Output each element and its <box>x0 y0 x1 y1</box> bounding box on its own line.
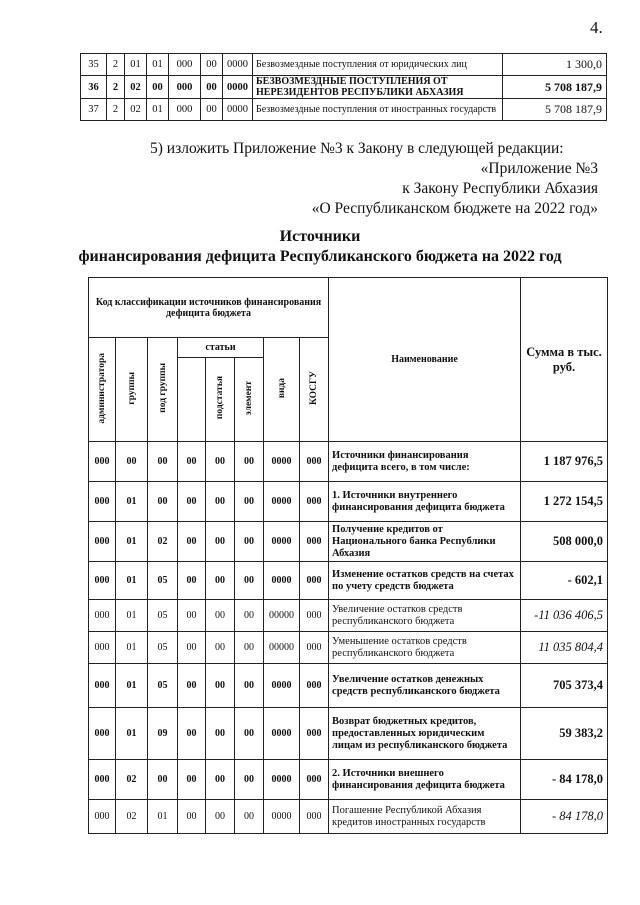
table-row <box>89 664 608 708</box>
code-cell: 0000 <box>264 800 300 834</box>
financing-sources-table <box>88 277 608 834</box>
code-cell: 00 <box>178 664 206 708</box>
code-cell: 00 <box>178 800 206 834</box>
table-row <box>89 562 608 600</box>
code-cell: 02 <box>125 99 147 121</box>
code-cell: 35 <box>81 54 107 76</box>
code-cell: 000 <box>89 562 116 600</box>
code-cell: 000 <box>169 99 201 121</box>
code-cell: 0000 <box>264 522 300 562</box>
code-cell: 00 <box>201 54 223 76</box>
code-cell: 000 <box>89 442 116 482</box>
code-cell: 01 <box>116 600 148 632</box>
table-row <box>89 800 608 834</box>
table-title-line-1: Источники <box>279 228 361 245</box>
item-name-cell: Изменение остатков средств на счетах по учету средств бюджета <box>329 562 521 600</box>
table-row <box>89 708 608 760</box>
code-cell: 000 <box>89 760 116 800</box>
code-cell: 00 <box>206 482 235 522</box>
code-cell: 02 <box>148 522 178 562</box>
table-row <box>89 760 608 800</box>
articles-header: статьи <box>178 338 264 358</box>
code-cell: 01 <box>147 99 169 121</box>
code-cell: 00 <box>148 482 178 522</box>
code-cell: 000 <box>300 522 329 562</box>
item-name-cell: Источники финансирования дефицита всего, в том числе: <box>329 442 521 482</box>
code-cell: 00000 <box>264 632 300 664</box>
item-name-cell: Возврат бюджетных кредитов, предоставленных юридическим лицам из республиканского бюджета <box>329 708 521 760</box>
item-name-cell: Уменьшение остатков средств республиканского бюджета <box>329 632 521 664</box>
item-name-cell: БЕЗВОЗМЕЗДНЫЕ ПОСТУПЛЕНИЯ ОТ НЕРЕЗИДЕНТОВ РЕСПУБЛИКИ АБХАЗИЯ <box>253 76 503 99</box>
code-cell: 05 <box>148 562 178 600</box>
substat-column-header: подстатья <box>215 376 225 420</box>
code-cell: 37 <box>81 99 107 121</box>
code-cell: 000 <box>169 54 201 76</box>
admin-column-header: администратора <box>97 352 107 424</box>
code-cell: 01 <box>116 482 148 522</box>
code-cell: 000 <box>300 800 329 834</box>
code-cell: 000 <box>300 482 329 522</box>
code-cell: 00 <box>116 442 148 482</box>
code-cell: 000 <box>300 562 329 600</box>
code-cell: 00 <box>206 800 235 834</box>
code-cell: 00 <box>148 760 178 800</box>
code-cell: 0000 <box>264 760 300 800</box>
table-row <box>89 482 608 522</box>
code-group-header: Код классификации источников финансирования дефицита бюджета <box>89 278 329 338</box>
code-cell: 00 <box>235 800 264 834</box>
code-cell: 00 <box>235 482 264 522</box>
income-table-fragment <box>80 53 607 121</box>
code-cell: 0000 <box>264 664 300 708</box>
code-cell: 00 <box>147 76 169 99</box>
articles-blank-cell <box>178 358 206 442</box>
code-cell: 0000 <box>223 54 253 76</box>
code-cell: 01 <box>147 54 169 76</box>
code-cell: 00000 <box>264 600 300 632</box>
code-cell: 00 <box>206 442 235 482</box>
amount-cell: - 84 178,0 <box>521 760 608 800</box>
amount-cell: 11 035 804,4 <box>521 632 608 664</box>
code-cell: 00 <box>235 562 264 600</box>
table-title-line-2: финансирования дефицита Республиканского бюджета на 2022 год <box>78 248 562 265</box>
item-name-cell: Получение кредитов от Национального банка Республики Абхазия <box>329 522 521 562</box>
item-name-cell: 2. Источники внешнего финансирования дефицита бюджета <box>329 760 521 800</box>
subgroup-column-header: под группы <box>157 363 168 413</box>
item-name-cell: Безвозмездные поступления от юридических лиц <box>253 54 503 76</box>
code-cell: 00 <box>206 522 235 562</box>
code-cell: 01 <box>116 562 148 600</box>
code-cell: 0000 <box>264 442 300 482</box>
amount-cell: -11 036 406,5 <box>521 600 608 632</box>
code-cell: 000 <box>300 600 329 632</box>
code-cell: 00 <box>178 482 206 522</box>
kind-column-header: вида <box>276 377 287 399</box>
item-name-cell: Увеличение остатков денежных средств республиканского бюджета <box>329 664 521 708</box>
item-name-cell: Увеличение остатков средств республиканского бюджета <box>329 600 521 632</box>
amount-cell: 1 187 976,5 <box>521 442 608 482</box>
code-cell: 00 <box>178 442 206 482</box>
code-cell: 000 <box>89 600 116 632</box>
code-cell: 00 <box>201 76 223 99</box>
code-cell: 05 <box>148 600 178 632</box>
code-cell: 000 <box>89 632 116 664</box>
appendix-header-line-1: «Приложение №3 <box>480 160 598 177</box>
code-cell: 00 <box>206 760 235 800</box>
code-cell: 01 <box>116 522 148 562</box>
code-cell: 0000 <box>264 562 300 600</box>
code-cell: 00 <box>178 760 206 800</box>
income-row <box>81 99 607 121</box>
amount-cell: - 602,1 <box>521 562 608 600</box>
amount-cell: 508 000,0 <box>521 522 608 562</box>
code-cell: 05 <box>148 632 178 664</box>
code-cell: 000 <box>89 800 116 834</box>
amount-cell: - 84 178,0 <box>521 800 608 834</box>
code-cell: 02 <box>125 76 147 99</box>
code-cell: 00 <box>201 99 223 121</box>
element-column-header: элемент <box>244 380 254 416</box>
code-cell: 01 <box>116 664 148 708</box>
amount-cell: 1 272 154,5 <box>521 482 608 522</box>
income-row <box>81 54 607 76</box>
code-cell: 00 <box>206 708 235 760</box>
code-cell: 000 <box>300 760 329 800</box>
item-name-cell: Безвозмездные поступления от иностранных государств <box>253 99 503 121</box>
code-cell: 00 <box>206 632 235 664</box>
code-cell: 02 <box>116 800 148 834</box>
name-column-header: Наименование <box>329 278 521 442</box>
code-cell: 000 <box>89 664 116 708</box>
amount-cell: 5 708 187,9 <box>503 99 607 121</box>
code-cell: 000 <box>300 664 329 708</box>
table-row <box>89 632 608 664</box>
code-cell: 00 <box>235 664 264 708</box>
code-cell: 000 <box>300 442 329 482</box>
code-cell: 00 <box>178 562 206 600</box>
code-cell: 01 <box>125 54 147 76</box>
code-cell: 00 <box>235 708 264 760</box>
amount-cell: 1 300,0 <box>503 54 607 76</box>
code-cell: 01 <box>116 632 148 664</box>
code-cell: 0000 <box>264 708 300 760</box>
code-cell: 000 <box>89 708 116 760</box>
groups-column-header: группы <box>126 371 137 405</box>
code-cell: 000 <box>169 76 201 99</box>
code-cell: 0000 <box>223 76 253 99</box>
code-cell: 00 <box>235 442 264 482</box>
code-cell: 2 <box>107 76 125 99</box>
code-cell: 00 <box>235 522 264 562</box>
code-cell: 00 <box>206 664 235 708</box>
code-cell: 00 <box>178 708 206 760</box>
code-cell: 00 <box>178 632 206 664</box>
code-cell: 36 <box>81 76 107 99</box>
appendix-header-line-2: к Закону Республики Абхазия <box>402 180 598 197</box>
sum-column-header: Сумма в тыс. руб. <box>521 278 608 442</box>
item-name-cell: Погашение Республикой Абхазия кредитов иностранных государств <box>329 800 521 834</box>
instruction-text: 5) изложить Приложение №3 к Закону в следующей редакции: <box>150 140 564 157</box>
code-cell: 00 <box>178 522 206 562</box>
code-cell: 00 <box>148 442 178 482</box>
income-row <box>81 76 607 99</box>
amount-cell: 705 373,4 <box>521 664 608 708</box>
code-cell: 2 <box>107 99 125 121</box>
code-cell: 00 <box>235 632 264 664</box>
code-cell: 00 <box>178 600 206 632</box>
amount-cell: 5 708 187,9 <box>503 76 607 99</box>
code-cell: 0000 <box>223 99 253 121</box>
table-row <box>89 442 608 482</box>
page-number: 4. <box>590 18 603 37</box>
kosgu-column-header: КОСГУ <box>309 370 320 406</box>
code-cell: 01 <box>116 708 148 760</box>
code-cell: 00 <box>235 600 264 632</box>
code-cell: 000 <box>300 632 329 664</box>
code-cell: 000 <box>89 482 116 522</box>
code-cell: 01 <box>148 800 178 834</box>
code-cell: 0000 <box>264 482 300 522</box>
code-cell: 00 <box>206 562 235 600</box>
code-cell: 00 <box>235 760 264 800</box>
code-cell: 000 <box>89 522 116 562</box>
amount-cell: 59 383,2 <box>521 708 608 760</box>
code-cell: 09 <box>148 708 178 760</box>
code-cell: 000 <box>300 708 329 760</box>
appendix-header-line-3: «О Республиканском бюджете на 2022 год» <box>311 200 598 217</box>
table-row <box>89 522 608 562</box>
table-row <box>89 600 608 632</box>
code-cell: 05 <box>148 664 178 708</box>
code-cell: 2 <box>107 54 125 76</box>
code-cell: 00 <box>206 600 235 632</box>
code-cell: 02 <box>116 760 148 800</box>
item-name-cell: 1. Источники внутреннего финансирования дефицита бюджета <box>329 482 521 522</box>
